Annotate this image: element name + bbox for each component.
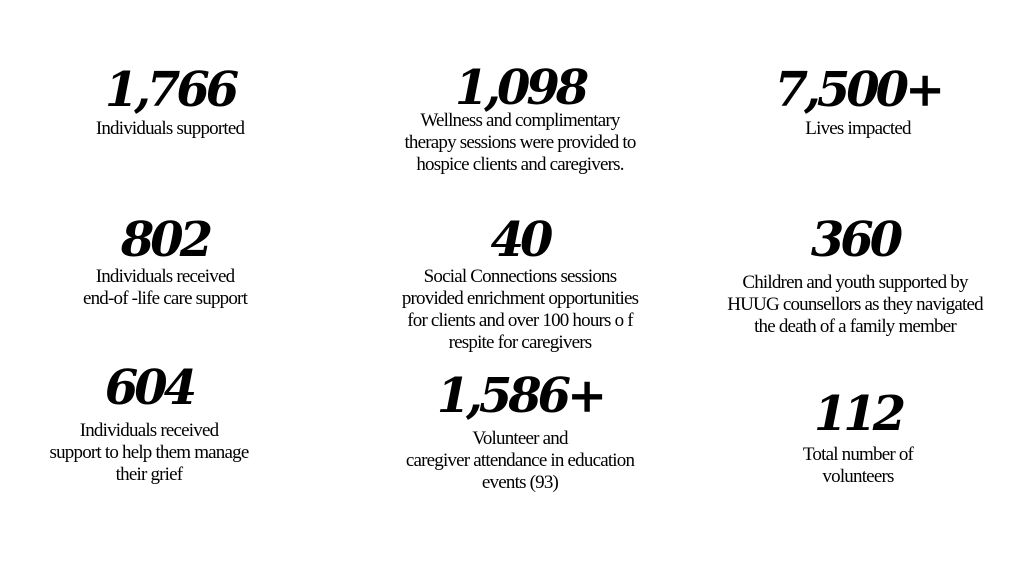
stat-social-connections — [360, 212, 680, 354]
stat-number: 802 — [120, 212, 210, 268]
stat-number: 112 — [813, 386, 903, 442]
stat-label: Children and youth supported by HUUG counsellors as they navigated the death of a family member — [727, 272, 983, 337]
stat-label: Wellness and complimentary therapy sessions were provided to hospice clients and caregivers. — [404, 110, 636, 175]
stat-children-youth — [692, 212, 1018, 338]
stat-label: Total number of volunteers — [802, 444, 914, 487]
stat-label: Individuals received end-of -life care support — [82, 266, 248, 309]
stat-label: Lives impacted — [805, 118, 911, 139]
stat-wellness-sessions — [360, 60, 680, 176]
stat-number: 7,500+ — [774, 62, 942, 118]
stat-number: 1,098 — [454, 60, 586, 116]
stat-volunteer-attendance — [360, 368, 680, 494]
stat-label: Individuals received support to help them manage their grief — [49, 420, 249, 485]
stat-number: 1,766 — [104, 62, 236, 118]
stat-number: 1,586+ — [436, 368, 604, 424]
stat-total-volunteers — [700, 386, 1016, 488]
stat-number: 360 — [810, 212, 900, 268]
stat-end-of-life-care — [30, 212, 300, 310]
stat-number: 40 — [490, 212, 550, 268]
stat-number: 604 — [104, 360, 194, 416]
stat-lives-impacted — [700, 62, 1016, 140]
stat-label: Social Connections sessions provided enrichment opportunities for clients and over 100 hours o f respite for caregivers — [401, 266, 639, 353]
stat-individuals-supported — [40, 62, 300, 140]
stat-label: Individuals supported — [95, 118, 245, 139]
stat-grief-support — [16, 360, 282, 486]
stat-label: Volunteer and caregiver attendance in education events (93) — [405, 428, 635, 493]
